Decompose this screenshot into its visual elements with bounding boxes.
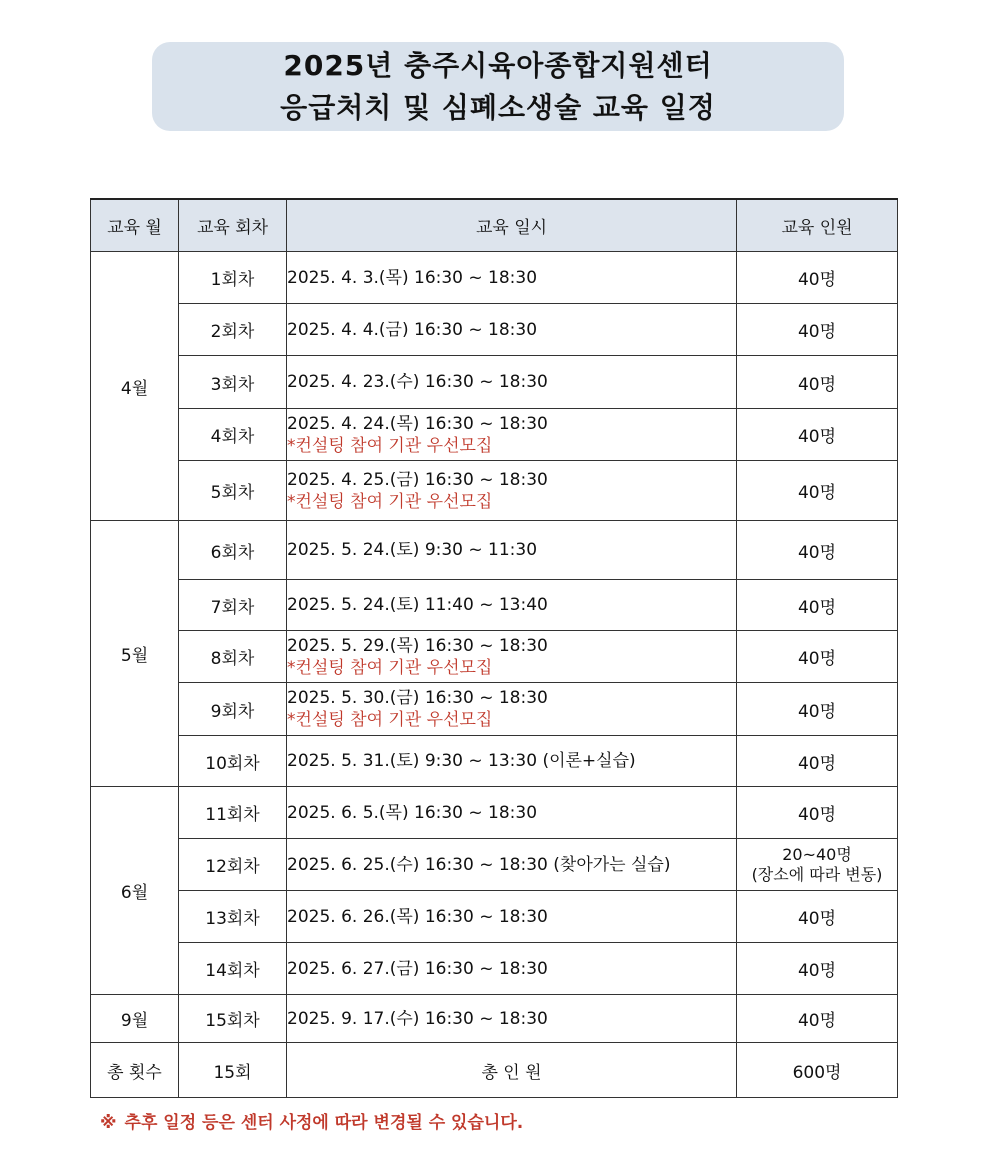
capacity-cell	[737, 304, 898, 356]
datetime-cell	[287, 787, 737, 839]
table-row	[91, 304, 898, 356]
reference-mark-icon: ※	[100, 1113, 117, 1133]
datetime-text: 2025. 4. 23.(수) 16:30 ~ 18:30	[287, 372, 548, 392]
page-title: 2025년 충주시육아종합지원센터	[283, 48, 713, 82]
capacity-text: 40명	[797, 1011, 837, 1031]
month-cell: 6월	[91, 787, 179, 995]
round-cell: 5회차	[179, 461, 287, 521]
table-header-row	[91, 199, 898, 252]
capacity-text: 40명	[797, 649, 837, 669]
datetime-text: 2025. 5. 31.(토) 9:30 ~ 13:30 (이론+실습)	[287, 751, 636, 771]
round-cell: 2회차	[179, 304, 287, 356]
table-row	[91, 409, 898, 461]
round-cell: 9회차	[179, 683, 287, 736]
priority-note: *컨설팅 참여 기관 우선모집	[287, 435, 493, 456]
datetime-text: 2025. 6. 25.(수) 16:30 ~ 18:30 (찾아가는 실습)	[287, 854, 671, 875]
datetime-text: 2025. 4. 4.(금) 16:30 ~ 18:30	[287, 319, 538, 340]
capacity-text: 40명	[797, 322, 837, 342]
month-cell: 5월	[91, 521, 179, 787]
title-box	[152, 42, 844, 131]
priority-note: *컨설팅 참여 기관 우선모집	[287, 657, 493, 678]
round-cell: 8회차	[179, 631, 287, 683]
table-row	[91, 891, 898, 943]
datetime-text: 2025. 5. 24.(토) 9:30 ~ 11:30	[287, 540, 538, 560]
total-count: 15회	[179, 1043, 287, 1098]
round-cell: 6회차	[179, 521, 287, 580]
capacity-cell	[737, 356, 898, 409]
capacity-cell	[737, 521, 898, 580]
total-row	[91, 1043, 898, 1098]
capacity-text: 40명	[797, 374, 837, 395]
header-month: 교육 월	[91, 199, 179, 252]
capacity-text: 40명	[797, 753, 837, 774]
datetime-cell	[287, 304, 737, 356]
capacity-text: 40명	[797, 427, 837, 447]
table-row	[91, 521, 898, 580]
capacity-cell	[737, 580, 898, 631]
schedule-body	[91, 252, 898, 1043]
capacity-cell	[737, 787, 898, 839]
capacity-text: 40명	[797, 961, 837, 981]
capacity-text: 40명	[797, 270, 837, 290]
priority-note: *컨설팅 참여 기관 우선모집	[287, 491, 493, 512]
datetime-cell	[287, 252, 737, 304]
table-row	[91, 943, 898, 995]
table-row	[91, 787, 898, 839]
round-cell: 1회차	[179, 252, 287, 304]
header-capacity: 교육 인원	[737, 199, 898, 252]
capacity-cell	[737, 631, 898, 683]
table-row	[91, 580, 898, 631]
table-row	[91, 736, 898, 787]
datetime-cell	[287, 995, 737, 1043]
capacity-cell	[737, 252, 898, 304]
page-subtitle: 응급처치 및 심폐소생술 교육 일정	[280, 90, 716, 124]
month-cell: 9월	[91, 995, 179, 1043]
table-row	[91, 683, 898, 736]
datetime-text: 2025. 4. 25.(금) 16:30 ~ 18:30	[287, 469, 548, 490]
round-cell: 7회차	[179, 580, 287, 631]
capacity-cell	[737, 891, 898, 943]
capacity-cell	[737, 683, 898, 736]
table-row	[91, 631, 898, 683]
total-label: 총 횟수	[91, 1043, 179, 1098]
capacity-cell	[737, 943, 898, 995]
round-cell: 10회차	[179, 736, 287, 787]
datetime-text: 2025. 6. 5.(목) 16:30 ~ 18:30	[287, 802, 538, 823]
capacity-cell	[737, 461, 898, 521]
footnote	[100, 1108, 523, 1133]
datetime-cell	[287, 736, 737, 787]
round-cell: 13회차	[179, 891, 287, 943]
datetime-cell	[287, 631, 737, 683]
month-cell: 4월	[91, 252, 179, 521]
capacity-cell	[737, 736, 898, 787]
round-cell: 14회차	[179, 943, 287, 995]
datetime-text: 2025. 5. 24.(토) 11:40 ~ 13:40	[287, 595, 548, 615]
capacity-cell	[737, 839, 898, 891]
capacity-text: 40명	[797, 909, 837, 929]
datetime-cell	[287, 409, 737, 461]
datetime-text: 2025. 6. 27.(금) 16:30 ~ 18:30	[287, 958, 548, 979]
datetime-text: 2025. 5. 30.(금) 16:30 ~ 18:30	[287, 688, 548, 708]
datetime-cell	[287, 461, 737, 521]
round-cell: 4회차	[179, 409, 287, 461]
table-row	[91, 461, 898, 521]
datetime-cell	[287, 891, 737, 943]
round-cell: 3회차	[179, 356, 287, 409]
capacity-text: 20~40명	[782, 844, 852, 864]
datetime-cell	[287, 356, 737, 409]
capacity-cell	[737, 409, 898, 461]
datetime-text: 2025. 9. 17.(수) 16:30 ~ 18:30	[287, 1008, 548, 1029]
total-people: 600명	[737, 1043, 898, 1098]
datetime-cell	[287, 521, 737, 580]
capacity-text: 40명	[797, 701, 837, 722]
header-datetime: 교육 일시	[287, 199, 737, 252]
footnote-text: 추후 일정 등은 센터 사정에 따라 변경될 수 있습니다.	[124, 1113, 524, 1133]
header-round: 교육 회차	[179, 199, 287, 252]
datetime-cell	[287, 943, 737, 995]
datetime-text: 2025. 4. 3.(목) 16:30 ~ 18:30	[287, 267, 538, 288]
datetime-text: 2025. 6. 26.(목) 16:30 ~ 18:30	[287, 906, 548, 927]
capacity-cell	[737, 995, 898, 1043]
table-row	[91, 839, 898, 891]
capacity-text: 40명	[797, 805, 837, 825]
round-cell: 11회차	[179, 787, 287, 839]
capacity-text: 40명	[797, 597, 837, 618]
datetime-cell	[287, 839, 737, 891]
table-row	[91, 995, 898, 1043]
capacity-note: (장소에 따라 변동)	[751, 864, 883, 884]
capacity-text: 40명	[797, 542, 837, 563]
schedule-table	[90, 198, 898, 1098]
capacity-text: 40명	[797, 483, 837, 503]
datetime-text: 2025. 5. 29.(목) 16:30 ~ 18:30	[287, 635, 548, 656]
table-row	[91, 356, 898, 409]
round-cell: 15회차	[179, 995, 287, 1043]
priority-note: *컨설팅 참여 기관 우선모집	[287, 710, 493, 730]
datetime-cell	[287, 683, 737, 736]
round-cell: 12회차	[179, 839, 287, 891]
datetime-text: 2025. 4. 24.(목) 16:30 ~ 18:30	[287, 413, 548, 434]
table-row	[91, 252, 898, 304]
datetime-cell	[287, 580, 737, 631]
total-people-label: 총 인 원	[287, 1043, 737, 1098]
